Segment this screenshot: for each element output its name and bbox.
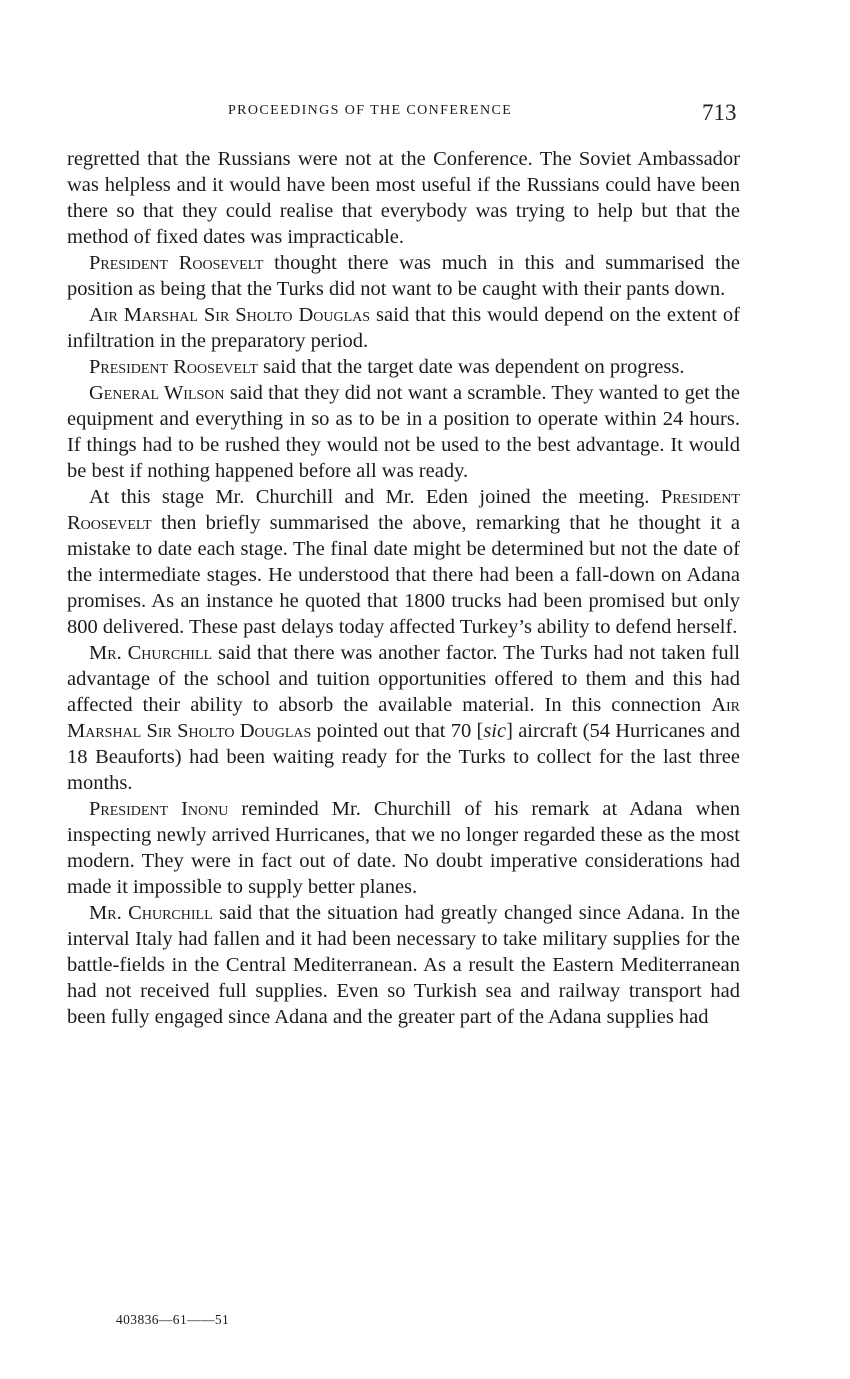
speaker-name: Air Marshal Sir Sholto Douglas (89, 304, 371, 326)
sic-note: sic (483, 720, 507, 742)
paragraph-2: President Roosevelt thought there was much in this and summarised the position as being that the Turks did not want to be caught with their pants down. (67, 252, 740, 300)
speaker-name: Air Marshal Sir Sholto Douglas (67, 694, 740, 742)
speaker-name: President Roosevelt (89, 252, 264, 274)
speaker-name: Mr. Churchill (89, 642, 213, 664)
paragraph-8: President Inonu reminded Mr. Churchill of his remark at Adana when inspecting newly arrived Hurricanes, that we no longer regarded these as the most modern. They were in fact out of date. No doubt imperative considerations had made it impossible to supply better planes. (67, 798, 741, 898)
paragraph-4: President Roosevelt said that the target date was dependent on progress. (89, 356, 685, 378)
body-text (67, 146, 740, 1030)
paragraph-7: Mr. Churchill said that there was another factor. The Turks had not taken full advantage of the school and tuition opportunities offered to them and this had affected their ability to absorb the available material. In this connection Air Marshal Sir Sholto Douglas pointed out that 70 [sic] aircraft (54 Hurricanes and 18 Beauforts) had been waiting ready for the Turks to collect for the last three months. (67, 642, 741, 794)
paragraph-1: regretted that the Russians were not at the Conference. The Soviet Ambassador was helpless and it would have been most useful if the Russians could have been there so that they could realise that everybody was trying to help but that the method of fixed dates was impracticable. (67, 148, 740, 248)
paragraph-3: Air Marshal Sir Sholto Douglas said that this would depend on the extent of infiltration in the preparatory period. (67, 304, 740, 352)
paragraph-9: Mr. Churchill said that the situation had greatly changed since Adana. In the interval Italy had fallen and it had been necessary to take military supplies for the battle-fields in the Central Mediterranean. As a result the Eastern Mediterranean had not received full supplies. Even so Turkish sea and railway transport had been fully engaged since Adana and the greater part of the Adana supplies had (67, 902, 741, 1028)
paragraph-6: At this stage Mr. Churchill and Mr. Eden joined the meeting. President Roosevelt then briefly summarised the above, remarking that he thought it a mistake to date each stage. The final date might be determined but not the date of the intermediate stages. He understood that there had been a fall-down on Adana promises. As an instance he quoted that 1800 trucks had been promised but only 800 delivered. These past delays today affected Turkey’s ability to defend herself. (67, 486, 740, 638)
speaker-name: President Roosevelt (67, 486, 740, 534)
speaker-name: President Inonu (89, 798, 229, 820)
footer-printer-code: 403836—61——51 (116, 1312, 230, 1327)
page-number: 713 (702, 100, 737, 125)
speaker-name: President Roosevelt (89, 356, 258, 378)
speaker-name: Mr. Churchill (89, 902, 213, 924)
speaker-name: General Wilson (89, 382, 225, 404)
running-head: PROCEEDINGS OF THE CONFERENCE (228, 103, 513, 118)
paragraph-5: General Wilson said that they did not want a scramble. They wanted to get the equipment and everything in so as to be in a position to operate within 24 hours. If things had to be rushed they would not be used to the best advantage. It would be best if nothing happened before all was ready. (67, 382, 741, 482)
